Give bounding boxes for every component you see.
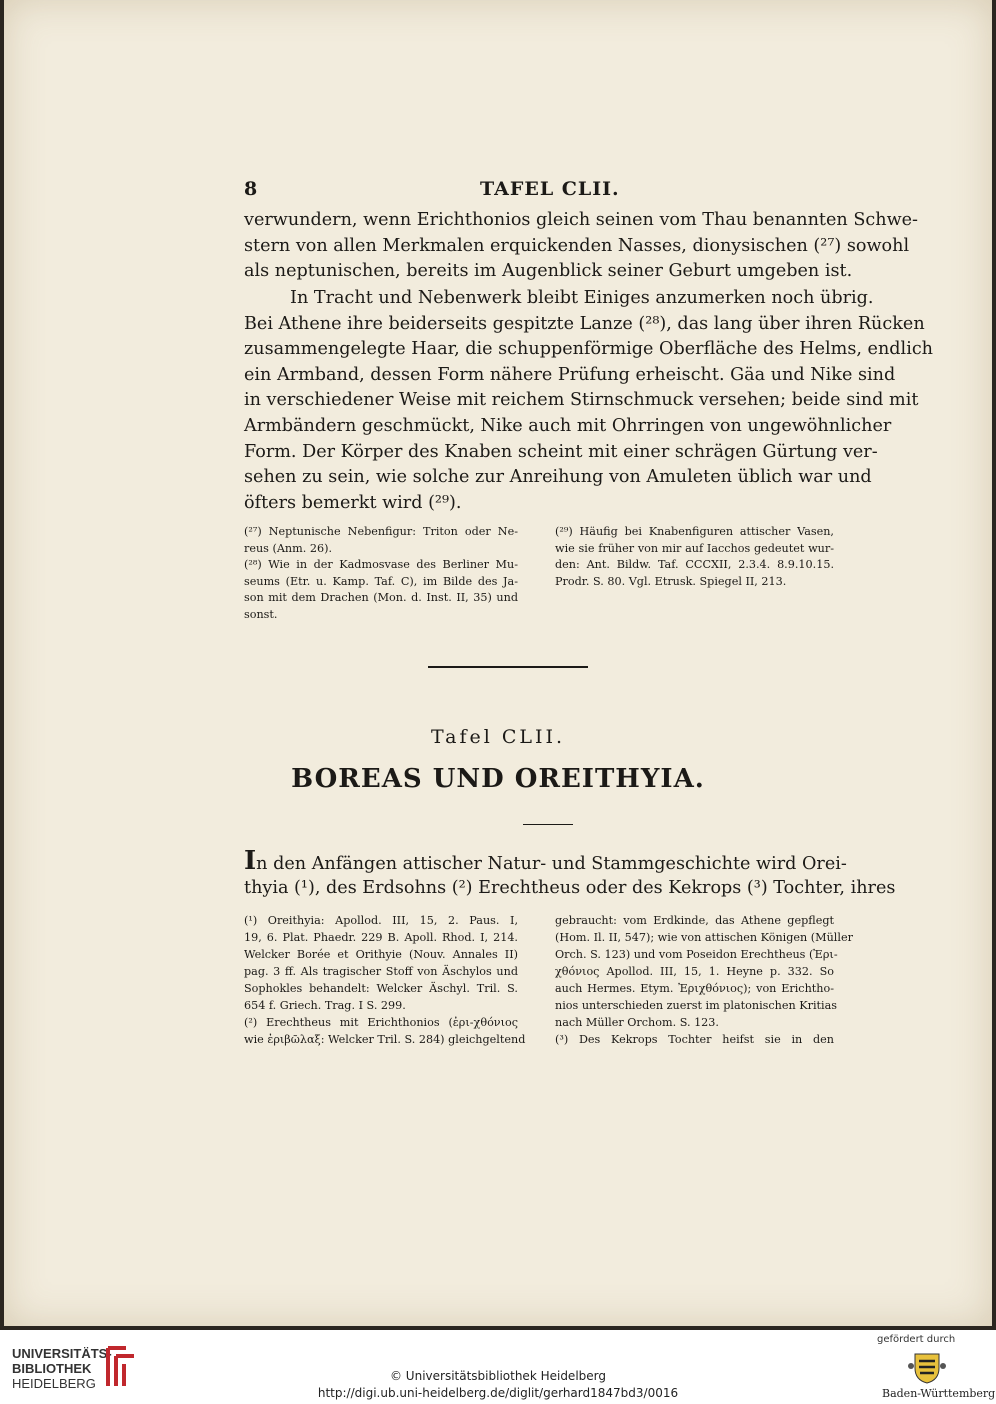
- footnote-line: Orch. S. 123) und vom Poseidon Erechtheus (Ἐρι-: [555, 948, 838, 961]
- title-rule: [523, 824, 573, 825]
- drop-capital: I: [244, 846, 257, 876]
- footnote-line: den: Ant. Bildw. Taf. CCCXII, 2.3.4. 8.9.10.15.: [555, 558, 834, 571]
- copyright-notice: © Universitätsbibliothek Heidelberg: [389, 1369, 606, 1383]
- section-first-line: [244, 846, 847, 878]
- coat-of-arms-icon: [907, 1350, 947, 1384]
- footnote-line: son mit dem Drachen (Mon. d. Inst. II, 35) und: [244, 591, 518, 604]
- section-line-text: n den Anfängen attischer Natur- und Stammgeschichte wird Orei-: [256, 854, 847, 874]
- logo-line: BIBLIOTHEK: [12, 1361, 92, 1376]
- footnote-line: wie ἐριβῶλαξ: Welcker Tril. S. 284) gleichgeltend: [244, 1033, 526, 1046]
- footnote-line: (³) Des Kekrops Tochter heifst sie in den: [555, 1033, 834, 1046]
- section-rule: [428, 666, 588, 668]
- page-number: 8: [244, 178, 258, 200]
- footnote-line: (²) Erechtheus mit Erichthonios (ἐρι-χθόνιος: [244, 1016, 518, 1029]
- footnote-line: 19, 6. Plat. Phaedr. 229 B. Apoll. Rhod. I, 214.: [244, 931, 518, 944]
- body-line: sehen zu sein, wie solche zur Anreihung von Amuleten üblich war und: [244, 467, 872, 488]
- footnote-line: (²⁹) Häufig bei Knabenfiguren attischer Vasen,: [555, 525, 834, 538]
- footnote-line: wie sie früher von mir auf Iacchos gedeutet wur-: [555, 541, 834, 555]
- footnote-line: 654 f. Griech. Trag. I S. 299.: [244, 999, 406, 1012]
- logo-line: HEIDELBERG: [12, 1376, 96, 1391]
- footnote-line: auch Hermes. Etym. Ἐριχθόνιος); von Erichtho-: [555, 982, 834, 995]
- footnote-line: nios unterschieden zuerst im platonischen Kritias: [555, 999, 838, 1012]
- body-line: thyia (¹), des Erdsohns (²) Erechtheus oder des Kekrops (³) Tochter, ihres: [244, 878, 896, 898]
- body-line: In Tracht und Nebenwerk bleibt Einiges anzumerken noch übrig.: [290, 288, 874, 308]
- footnote-line: seums (Etr. u. Kamp. Taf. C), im Bilde des Ja-: [244, 574, 518, 588]
- body-line: als neptunischen, bereits im Augenblick seiner Geburt umgeben ist.: [244, 261, 853, 282]
- running-head: TAFEL CLII.: [480, 178, 620, 200]
- sponsor-name: Baden-Württemberg: [882, 1387, 996, 1400]
- footnote-line: Sophokles behandelt: Welcker Äschyl. Tril. S.: [244, 982, 518, 995]
- footnote-line: nach Müller Orchom. S. 123.: [555, 1016, 719, 1029]
- footnote-line: pag. 3 ff. Als tragischer Stoff von Äschylos und: [244, 965, 518, 978]
- body-line: zusammengelegte Haar, die schuppenförmige Oberfläche des Helms, endlich: [244, 339, 933, 360]
- footnote-line: sonst.: [244, 607, 278, 621]
- footnote-line: (²⁸) Wie in der Kadmosvase des Berliner Mu-: [244, 558, 518, 571]
- sponsor-label: gefördert durch: [877, 1334, 956, 1345]
- body-line: Bei Athene ihre beiderseits gespitzte Lanze (²⁸), das lang über ihren Rücken: [244, 313, 925, 334]
- footnote-line: (²⁷) Neptunische Nebenfigur: Triton oder Ne-: [244, 525, 518, 538]
- body-line: in verschiedener Weise mit reichem Stirnschmuck versehen; beide sind mit: [244, 390, 919, 411]
- footnote-line: χθόνιος Apollod. III, 15, 1. Heyne p. 332. So: [555, 965, 834, 978]
- footnote-line: (¹) Oreithyia: Apollod. III, 15, 2. Paus. I,: [244, 914, 518, 927]
- plate-label: Tafel CLII.: [430, 726, 566, 748]
- plate-title: BOREAS UND OREITHYIA.: [291, 764, 705, 794]
- footnote-line: gebraucht: vom Erdkinde, das Athene gepflegt: [555, 914, 834, 927]
- body-line: ein Armband, dessen Form nähere Prüfung erheischt. Gäa und Nike sind: [244, 364, 896, 385]
- footnote-line: (Hom. Il. II, 547); wie von attischen Königen (Müller: [555, 931, 853, 944]
- body-line: verwundern, wenn Erichthonios gleich seinen vom Thau benannten Schwe-: [244, 210, 918, 230]
- footnote-line: Welcker Borée et Orithyie (Nouv. Annales II): [244, 948, 518, 961]
- logo-line: UNIVERSITÄTS-: [12, 1346, 112, 1361]
- footnote-line: Prodr. S. 80. Vgl. Etrusk. Spiegel II, 213.: [555, 574, 787, 588]
- footnote-line: reus (Anm. 26).: [244, 541, 332, 555]
- body-line: Armbändern geschmückt, Nike auch mit Ohrringen von ungewöhnlicher: [244, 416, 892, 436]
- permalink-url[interactable]: http://digi.ub.uni-heidelberg.de/diglit/gerhard1847bd3/0016: [317, 1386, 679, 1400]
- body-line: Form. Der Körper des Knaben scheint mit einer schrägen Gürtung ver-: [244, 441, 878, 462]
- body-line: öfters bemerkt wird (²⁹).: [244, 492, 462, 513]
- body-line: stern von allen Merkmalen erquickenden Nasses, dionysischen (²⁷) sowohl: [244, 235, 910, 256]
